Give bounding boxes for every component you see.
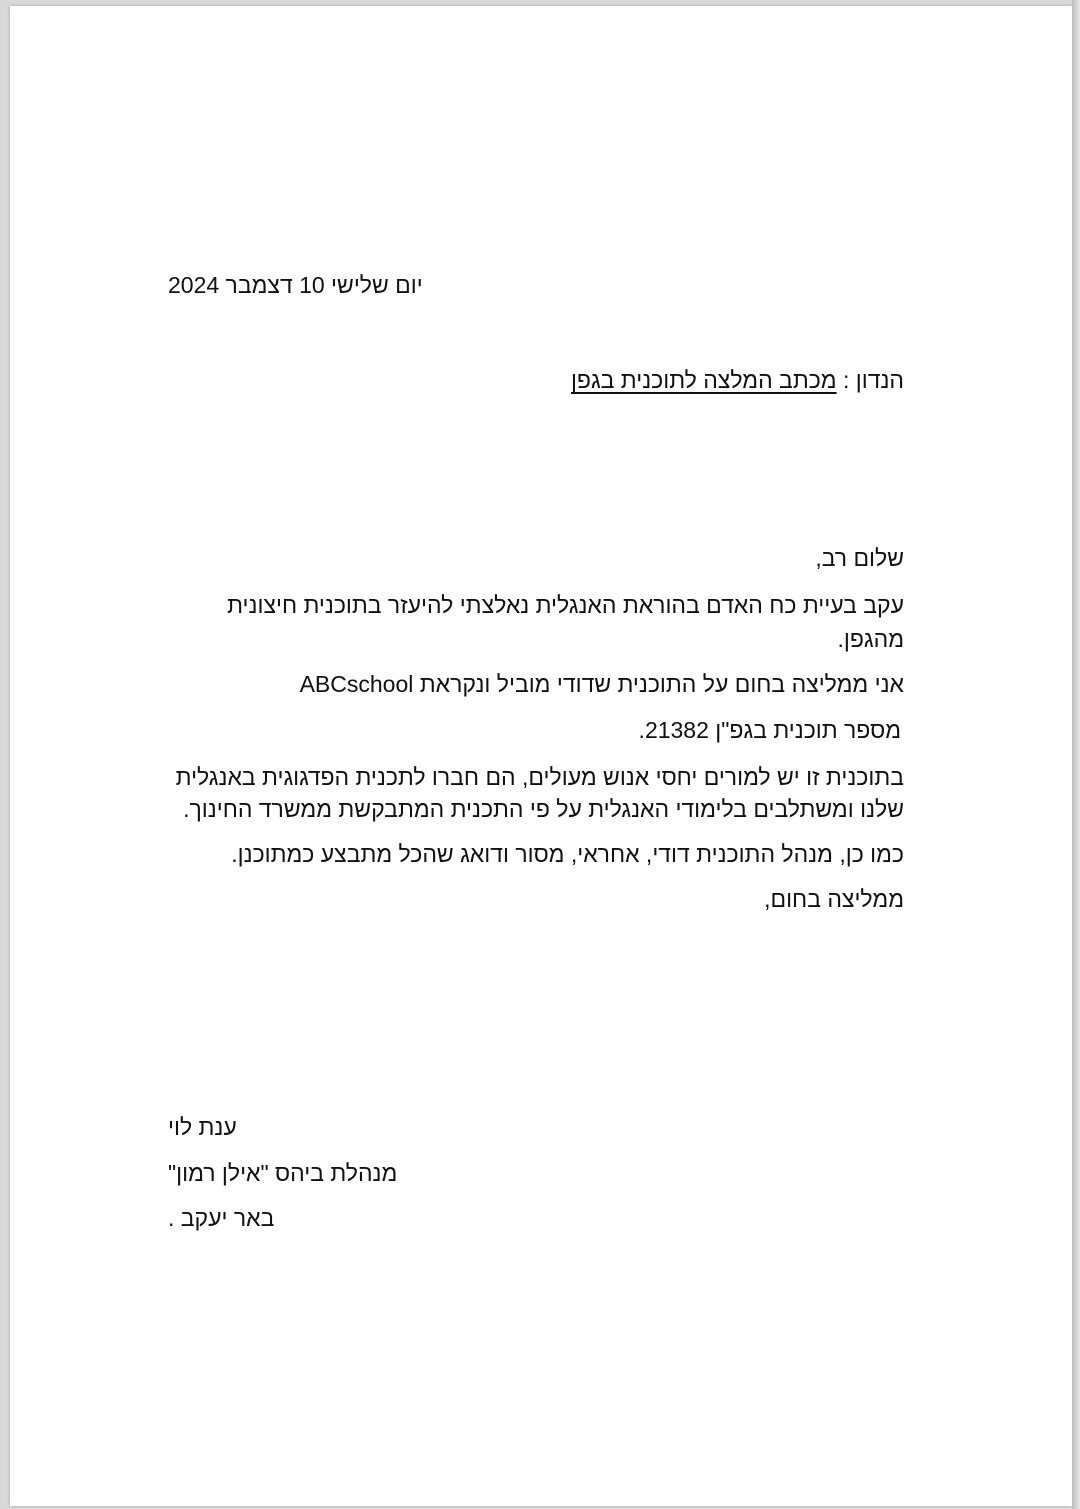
program-number: מספר תוכנית בגפ"ן 21382.	[638, 717, 901, 743]
letter-date: יום שלישי 10 דצמבר 2024	[168, 272, 423, 298]
paragraph-1-line-2: מהגפן.	[837, 626, 904, 652]
subject-line	[571, 363, 904, 397]
document-page	[10, 6, 1072, 1506]
signer-name: ענת לוי	[168, 1114, 237, 1140]
signer-title: מנהלת ביהס "אילן רמון"	[168, 1160, 398, 1186]
paragraph-4: כמו כן, מנהל התוכנית דודי, אחראי, מסור ודואג שהכל מתבצע כמתוכנן.	[231, 841, 904, 867]
paragraph-3-line-2: שלנו ומשתלבים בלימודי האנגלית על פי התכנית המתבקשת ממשרד החינוך.	[183, 796, 904, 822]
subject-value: מכתב המלצה לתוכנית בגפן	[570, 367, 837, 393]
paragraph-2: אני ממליצה בחום על התוכנית שדודי מוביל ונקראת ABCschool	[299, 671, 904, 697]
paragraph-3-line-1: בתוכנית זו יש למורים יחסי אנוש מעולים, הם חברו לתכנית הפדגוגית באנגלית	[175, 764, 904, 790]
page-edge-shadow	[1072, 0, 1080, 1509]
greeting: שלום רב,	[815, 545, 904, 571]
signer-location: באר יעקב .	[168, 1205, 275, 1231]
subject-label: הנדון :	[842, 367, 904, 393]
paragraph-1-line-1: עקב בעיית כח האדם בהוראת האנגלית נאלצתי להיעזר בתוכנית חיצונית	[227, 592, 904, 618]
closing: ממליצה בחום,	[764, 886, 904, 912]
